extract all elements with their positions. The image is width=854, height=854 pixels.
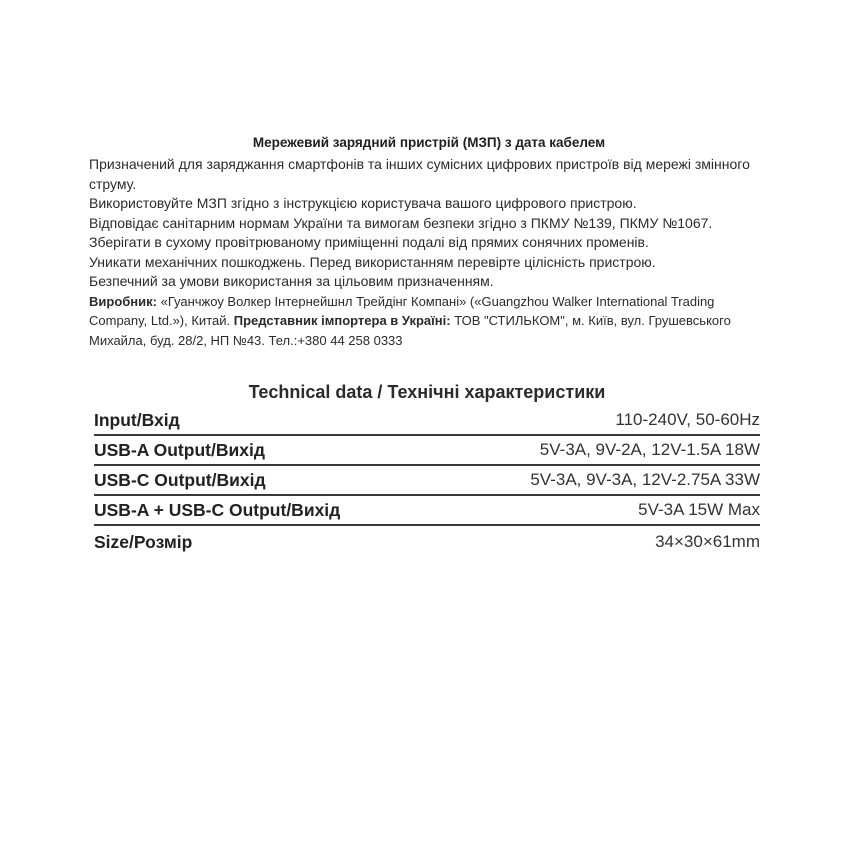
manufacturer-info — [89, 292, 769, 351]
technical-data-title: Technical data / Технічні характеристики — [248, 382, 606, 402]
tech-row-combined-output — [94, 496, 760, 526]
description-paragraph: Зберігати в сухому провітрюваному приміщенні подалі від прямих сонячних променів. — [89, 234, 649, 250]
product-title: Мережевий зарядний пристрій (МЗП) з дата кабелем — [252, 135, 606, 150]
tech-row-usb-c-output — [94, 466, 760, 496]
tech-label: USB-A + USB-C Output/Вихід — [94, 500, 341, 520]
tech-value: 5V-3A 15W Max — [638, 500, 760, 519]
tech-value: 34×30×61mm — [655, 532, 760, 551]
description-paragraph: Призначений для заряджання смартфонів та інших сумісних цифрових пристроїв від мережі змінного струму. — [89, 156, 750, 192]
tech-value: 5V-3A, 9V-2A, 12V-1.5A 18W — [539, 440, 760, 459]
tech-label: USB-C Output/Вихід — [94, 470, 266, 490]
product-info-section — [89, 133, 769, 350]
technical-data-section — [94, 380, 760, 556]
description-paragraph: Використовуйте МЗП згідно з інструкцією користувача вашого цифрового пристрою. — [89, 195, 637, 211]
tech-label: USB-A Output/Вихід — [94, 440, 265, 460]
tech-label: Input/Вхід — [94, 410, 180, 430]
description-paragraph: Відповідає санітарним нормам України та вимогам безпеки згідно з ПКМУ №139, ПКМУ №1067. — [89, 214, 713, 231]
tech-row-usb-a-output — [94, 436, 760, 466]
importer-text: ТОВ "СТИЛЬКОМ", м. Київ, вул. Грушевського Михайла, буд. 28/2, НП №43. Тел.:+380 44 258 0333 — [89, 313, 731, 348]
manufacturer-text: «Гуанчжоу Волкер Інтернейшнл Трейдінг Компані» («Guangzhou Walker International Trading Company, Ltd.»), Китай. — [89, 293, 715, 328]
tech-value: 110-240V, 50-60Hz — [615, 410, 760, 429]
tech-row-size — [94, 526, 760, 556]
tech-row-input — [94, 408, 760, 436]
product-description — [89, 155, 769, 350]
tech-label: Size/Розмір — [94, 532, 193, 552]
manufacturer-label: Виробник: — [89, 293, 157, 309]
importer-label: Представник імпортера в Україні: — [233, 313, 451, 328]
tech-value: 5V-3A, 9V-3A, 12V-2.75A 33W — [530, 470, 760, 489]
description-paragraph: Уникати механічних пошкоджень. Перед використанням перевірте цілісність пристрою. — [89, 253, 656, 270]
description-paragraph: Безпечний за умови використання за цільовим призначенням. — [89, 273, 494, 289]
